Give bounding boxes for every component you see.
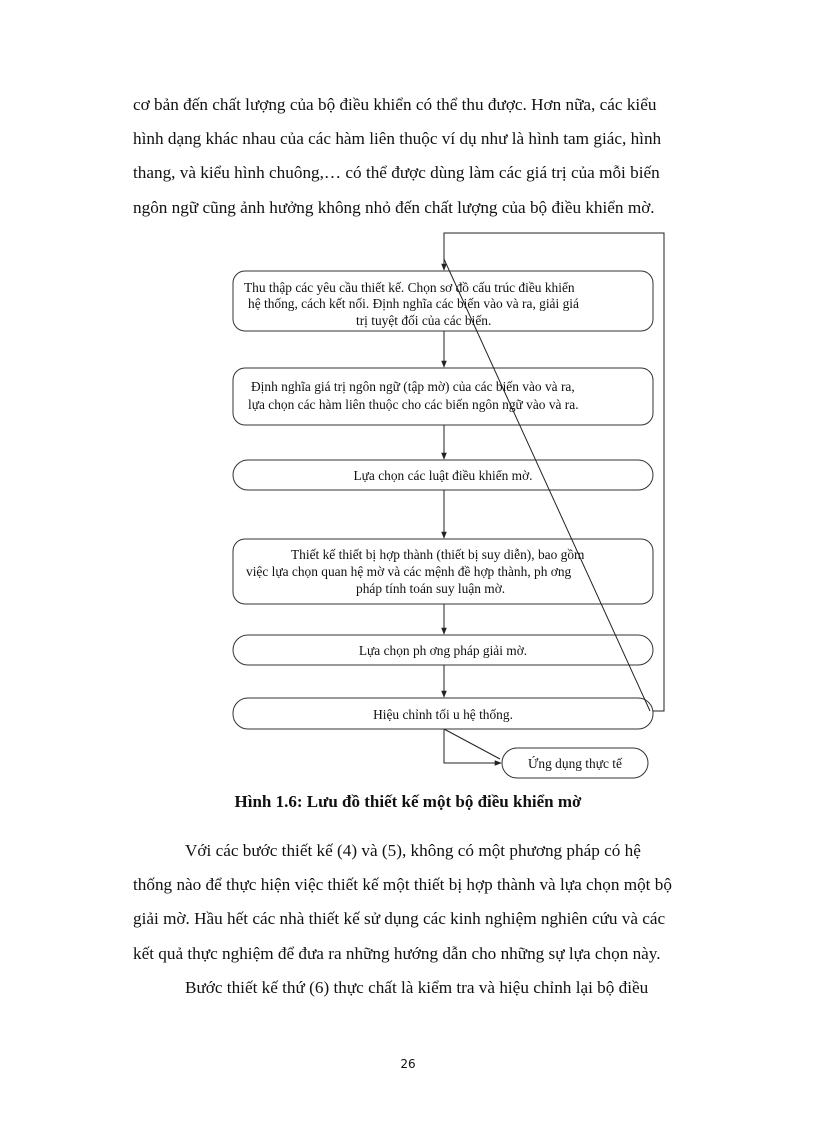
step-5-line: Lựa chọn ph ơng pháp giải mờ.	[358, 643, 528, 658]
step-1-line: Thu thập các yêu cầu thiết kế. Chọn sơ đồ cấu trúc điều khiển	[244, 280, 575, 295]
output-text	[528, 756, 623, 771]
text-line: cơ bản đến chất lượng của bộ điều khiển có thể thu được. Hơn nữa, các kiểu	[133, 95, 657, 114]
page-number: 26	[400, 1057, 416, 1071]
step-1-line: hệ thống, cách kết nối. Định nghĩa các biến vào và ra, giải giá	[248, 296, 579, 311]
text-line: giải mờ. Hầu hết các nhà thiết kế sử dụng các kinh nghiệm nghiên cứu và các	[133, 909, 666, 929]
step-2-line: lựa chọn các hàm liên thuộc cho các biến ngôn ngữ vào và ra.	[248, 397, 579, 412]
output-label: Ứng dụng thực tế	[528, 756, 622, 771]
step-2-line: Định nghĩa giá trị ngôn ngữ (tập mờ) của các biến vào và ra,	[251, 379, 575, 394]
text-line: Với các bước thiết kế (4) và (5), không có một phương pháp có hệ	[185, 841, 641, 860]
text-line: thang, và kiểu hình chuông,… có thể được dùng làm các giá trị của mỗi biến	[133, 163, 660, 183]
text-line: ngôn ngữ cũng ảnh hưởng không nhỏ đến chất lượng của bộ điều khiển mờ.	[133, 197, 655, 217]
output-diagonal	[444, 729, 500, 759]
step-5-text	[359, 643, 527, 658]
step-3-line: Lựa chọn các luật điều khiển mờ.	[353, 468, 533, 483]
step-6-line: Hiệu chỉnh tối u hệ thống.	[373, 707, 513, 722]
step-6-text	[373, 707, 513, 722]
step-4-line: việc lựa chọn quan hệ mờ và các mệnh đề hợp thành, ph ơng	[246, 564, 572, 579]
text-line: hình dạng khác nhau của các hàm liên thuộc ví dụ như là hình tam giác, hình	[133, 129, 662, 149]
step-4-line: pháp tính toán suy luận mờ.	[356, 581, 506, 596]
paragraph-design-steps	[133, 834, 723, 1005]
step-1-line: trị tuyệt đối của các biến.	[356, 313, 492, 328]
text-line: kết quả thực nghiệm để đưa ra những hướng dẫn cho những sự lựa chọn này.	[133, 943, 661, 963]
figure-caption: Hình 1.6: Lưu đồ thiết kế một bộ điều khiển mờ	[234, 792, 582, 811]
text-line: thống nào để thực hiện việc thiết kế một thiết bị hợp thành và lựa chọn một bộ	[133, 875, 672, 895]
step-4-line: Thiết kế thiết bị hợp thành (thiết bị suy diễn), bao gồm	[291, 547, 585, 562]
step-3-text	[353, 468, 532, 483]
text-line: Bước thiết kế thứ (6) thực chất là kiểm tra và hiệu chỉnh lại bộ điều	[185, 977, 649, 997]
